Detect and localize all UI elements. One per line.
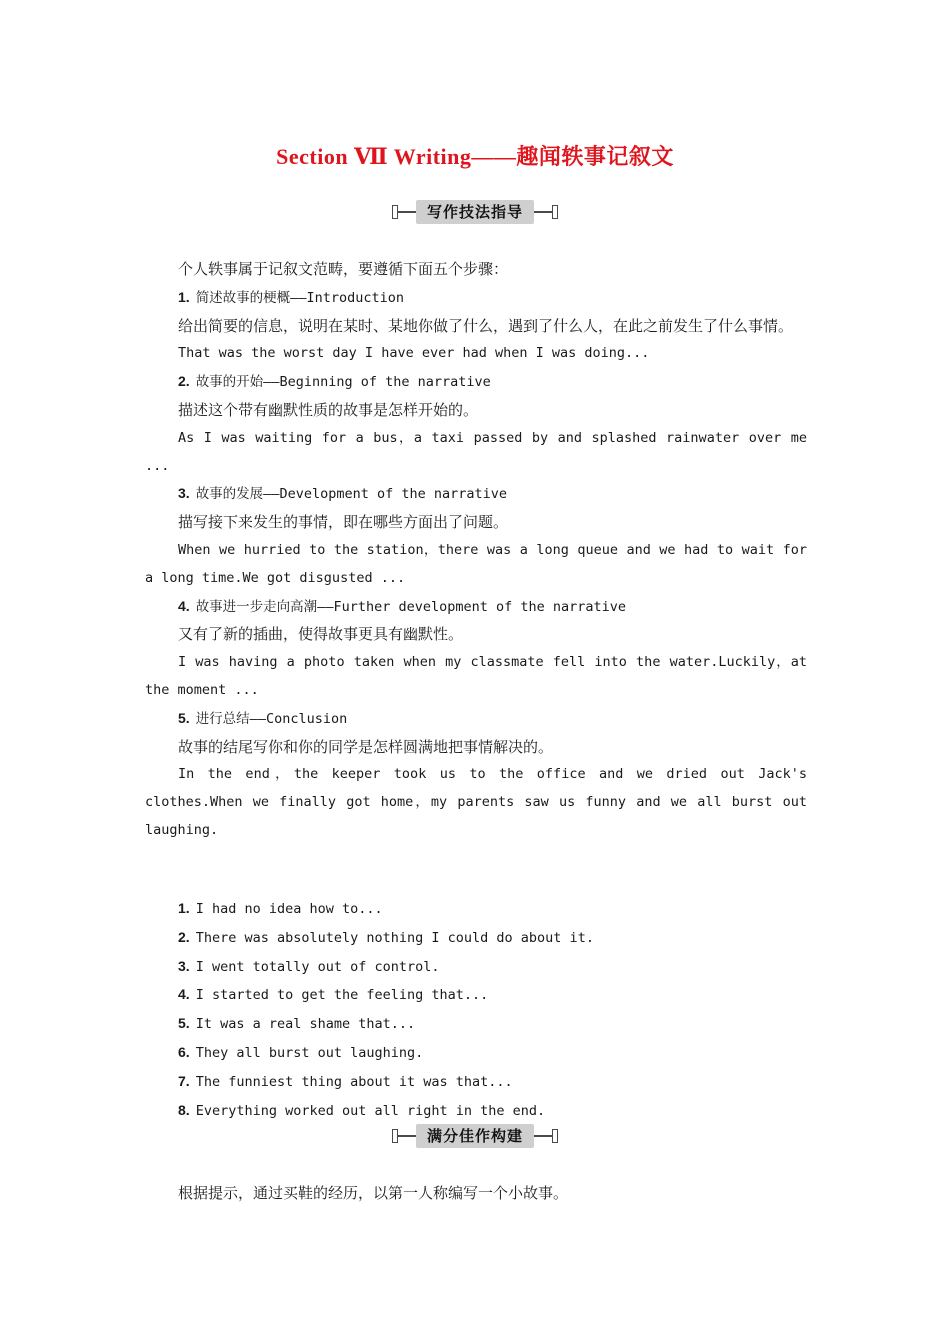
step-number: 2. <box>178 373 190 390</box>
step-description: 描写接下来发生的事情，即在哪些方面出了问题。 <box>178 513 509 532</box>
step-4 <box>145 593 807 705</box>
list-item <box>178 1068 778 1097</box>
page-title: Section Ⅶ Writing——趣闻轶事记叙文 <box>276 144 674 169</box>
step-number: 5. <box>178 709 190 726</box>
list-item <box>178 924 778 953</box>
step-3 <box>145 480 807 592</box>
step-description: 描述这个带有幽默性质的故事是怎样开始的。 <box>178 400 479 419</box>
item-text: They all burst out laughing. <box>195 1044 424 1061</box>
guide-body <box>145 256 807 845</box>
step-description: 又有了新的插曲，使得故事更具有幽默性。 <box>178 625 464 644</box>
item-text: The funniest thing about it was that... <box>195 1073 513 1090</box>
item-number: 8. <box>178 1101 190 1118</box>
item-number: 1. <box>178 900 190 916</box>
task-section <box>145 1180 807 1208</box>
item-number: 3. <box>178 957 190 974</box>
step-example: I was having a photo taken when my classmate fell into the water.Luckily，at the moment ... <box>145 654 807 698</box>
step-example: When we hurried to the station，there was a long queue and we had to wait for a long time.We got disgusted ... <box>145 541 807 586</box>
item-text: There was absolutely nothing I could do about it. <box>195 929 594 946</box>
step-number: 3. <box>178 485 190 502</box>
item-text: I started to get the feeling that... <box>195 987 489 1004</box>
step-example: That was the worst day I have ever had when I was doing... <box>178 345 650 362</box>
step-heading: 故事的发展——Development of the narrative <box>195 486 508 503</box>
step-5 <box>145 705 807 845</box>
list-item <box>178 953 778 982</box>
step-example: In the end，the keeper took us to the office and we dried out Jack's clothes.When we finally got home，my parents saw us funny and we all burst out laughing. <box>145 766 807 838</box>
step-number: 4. <box>178 597 190 614</box>
task-prompt: 根据提示，通过买鞋的经历，以第一人称编写一个小故事。 <box>178 1184 569 1202</box>
item-number: 6. <box>178 1043 190 1060</box>
step-heading: 简述故事的梗概——Introduction <box>195 289 404 306</box>
item-number: 7. <box>178 1072 190 1089</box>
item-text: I went totally out of control. <box>195 958 440 975</box>
list-item <box>178 1039 778 1068</box>
list-item <box>178 981 778 1010</box>
intro-text: 个人轶事属于记叙文范畴，要遵循下面五个步骤： <box>178 260 509 278</box>
useful-phrases-list <box>178 895 778 1125</box>
step-1 <box>145 284 807 368</box>
item-number: 4. <box>178 986 190 1003</box>
item-text: Everything worked out all right in the end. <box>195 1102 546 1119</box>
banner-label: 满分佳作构建 <box>416 1124 534 1148</box>
banner-label: 写作技法指导 <box>416 200 534 224</box>
list-item <box>178 895 778 924</box>
section-banner-model-essay <box>0 1124 950 1150</box>
step-description: 给出简要的信息，说明在某时、某地你做了什么，遇到了什么人，在此之前发生了什么事情。 <box>178 316 794 335</box>
list-item <box>178 1010 778 1039</box>
step-example: As I was waiting for a bus，a taxi passed by and splashed rainwater over me ... <box>145 429 807 474</box>
step-heading: 故事进一步走向高潮——Further development of the narrative <box>195 598 627 615</box>
item-number: 5. <box>178 1015 190 1032</box>
item-number: 2. <box>178 928 190 945</box>
item-text: It was a real shame that... <box>195 1016 416 1033</box>
step-2 <box>145 368 807 480</box>
item-text: I had no idea how to... <box>195 901 383 917</box>
list-item <box>178 1097 778 1126</box>
step-description: 故事的结尾写你和你的同学是怎样圆满地把事情解决的。 <box>178 737 554 756</box>
step-number: 1. <box>178 288 190 305</box>
step-heading: 故事的开始——Beginning of the narrative <box>195 374 491 391</box>
section-banner-writing-skills <box>0 200 950 226</box>
step-heading: 进行总结——Conclusion <box>195 710 348 727</box>
